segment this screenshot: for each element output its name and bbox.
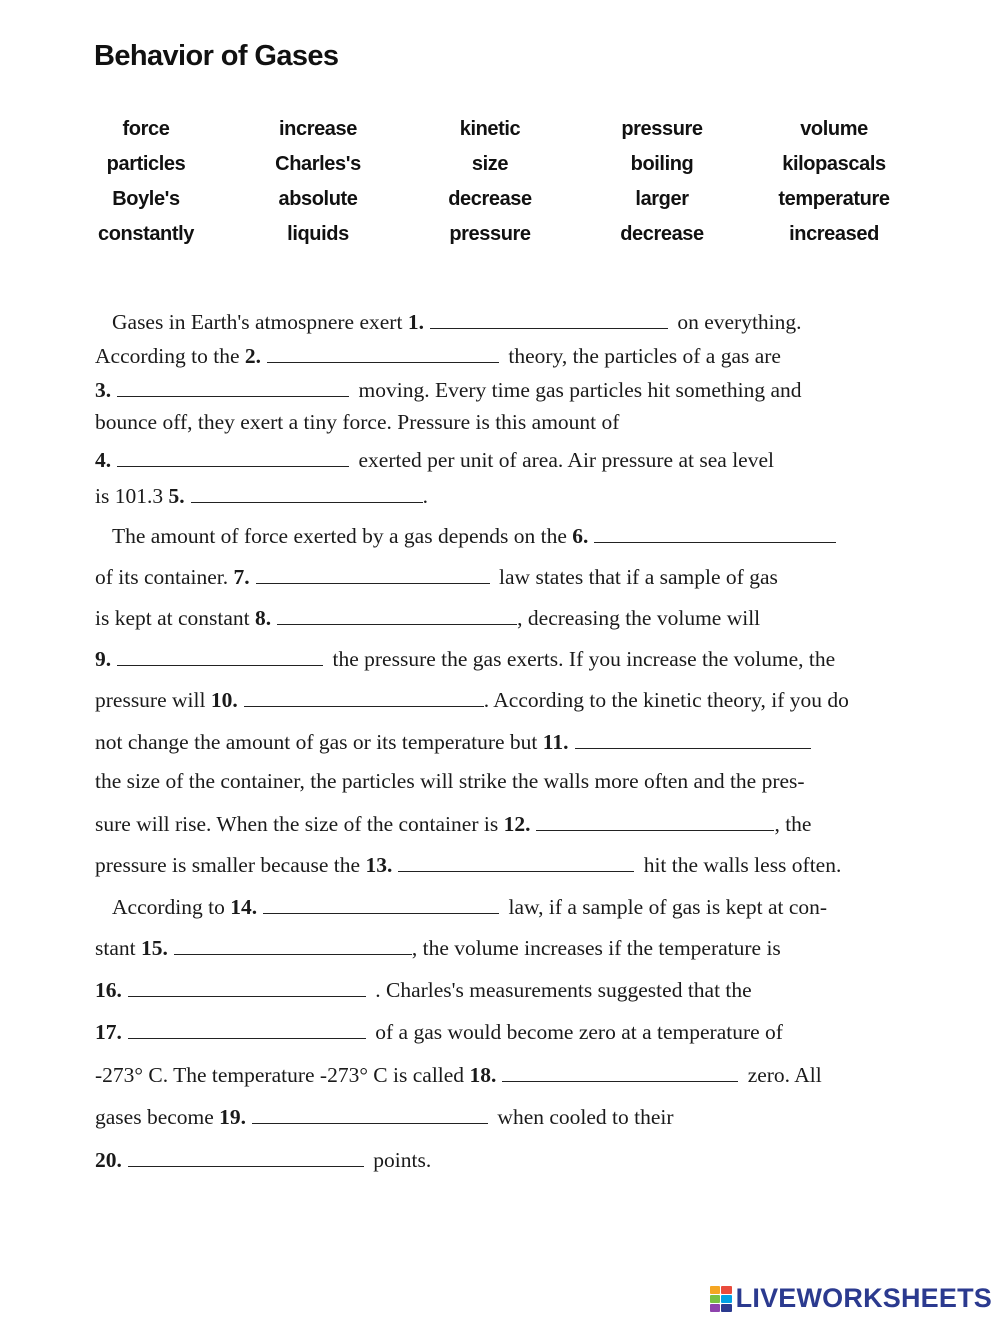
text: when cooled to their: [497, 1105, 674, 1129]
answer-blank-7[interactable]: [256, 563, 490, 584]
text: . Charles's measurements suggested that the: [375, 978, 752, 1002]
passage-line-22: [95, 1146, 431, 1173]
blank-number-2: 2.: [244, 344, 261, 368]
word-bank-item: boiling: [630, 153, 694, 175]
answer-blank-18[interactable]: [502, 1061, 738, 1082]
answer-blank-4[interactable]: [117, 446, 349, 467]
text: the pressure the gas exerts. If you increase the volume, the: [332, 647, 836, 671]
text: .: [422, 484, 428, 508]
text: sure will rise. When the size of the container is: [95, 812, 499, 836]
passage-line-9: [95, 604, 760, 631]
blank-number-15: 15.: [140, 936, 168, 960]
text: the size of the container, the particles will strike the walls more often and the pres-: [95, 769, 805, 793]
word-bank-item: larger: [635, 188, 689, 210]
text: of a gas would become zero at a temperature of: [375, 1020, 783, 1044]
answer-blank-9[interactable]: [117, 645, 323, 666]
text: not change the amount of gas or its temperature but: [95, 730, 538, 754]
passage-line-14: [95, 810, 811, 837]
answer-blank-5[interactable]: [191, 482, 423, 503]
text: is kept at constant: [95, 606, 250, 630]
text: , decreasing the volume will: [517, 606, 761, 630]
text: stant: [95, 936, 136, 960]
text: According to: [112, 895, 225, 919]
text: pressure will: [95, 688, 206, 712]
word-bank-item: constantly: [97, 223, 195, 245]
passage-line-4: [95, 410, 619, 435]
word-bank-item: particles: [106, 153, 186, 175]
text: of its container.: [95, 565, 229, 589]
text: hit the walls less often.: [643, 853, 842, 877]
passage-line-20: [95, 1061, 822, 1088]
passage-line-1: [112, 308, 802, 335]
word-bank-item: pressure: [621, 118, 703, 140]
blank-number-16: 16.: [95, 978, 122, 1002]
text: -273° C. The temperature -273° C is called: [95, 1063, 465, 1087]
answer-blank-15[interactable]: [174, 934, 412, 955]
word-bank-item: increase: [279, 118, 357, 140]
answer-blank-12[interactable]: [536, 810, 774, 831]
passage-line-6: [95, 482, 428, 509]
word-bank-item: volume: [800, 118, 868, 140]
answer-blank-2[interactable]: [267, 342, 499, 363]
passage-line-13: [95, 769, 805, 794]
word-bank-item: size: [471, 153, 509, 175]
blank-number-17: 17.: [95, 1020, 122, 1044]
passage-line-21: [95, 1103, 674, 1130]
blank-number-18: 18.: [469, 1063, 497, 1087]
passage-line-12: [95, 728, 815, 755]
text: moving. Every time gas particles hit something and: [358, 378, 802, 402]
answer-blank-14[interactable]: [263, 893, 499, 914]
passage-line-8: [95, 563, 778, 590]
word-bank-item: liquids: [287, 223, 349, 245]
passage-line-19: [95, 1018, 783, 1045]
word-bank-item: decrease: [448, 188, 532, 210]
passage-line-18: [95, 976, 752, 1003]
answer-blank-19[interactable]: [252, 1103, 488, 1124]
text: law, if a sample of gas is kept at con-: [508, 895, 828, 919]
text: . According to the kinetic theory, if you do: [483, 688, 849, 712]
text: theory, the particles of a gas are: [508, 344, 781, 368]
worksheet-title: Behavior of Gases: [94, 40, 339, 72]
text: The amount of force exerted by a gas depends on the: [112, 524, 567, 548]
answer-blank-20[interactable]: [128, 1146, 364, 1167]
passage-line-2: [95, 342, 781, 369]
passage-line-11: [95, 686, 849, 713]
text: Gases in Earth's atmospnere exert: [112, 310, 403, 334]
text: According to the: [95, 344, 240, 368]
text: pressure is smaller because the: [95, 853, 361, 877]
blank-number-10: 10.: [210, 688, 238, 712]
blank-number-11: 11.: [542, 730, 569, 754]
blank-number-14: 14.: [230, 895, 258, 919]
answer-blank-1[interactable]: [430, 308, 668, 329]
blank-number-8: 8.: [255, 606, 272, 630]
text: , the volume increases if the temperature is: [411, 936, 781, 960]
passage-line-15: [95, 851, 841, 878]
liveworksheets-icon: [710, 1286, 732, 1312]
answer-blank-13[interactable]: [398, 851, 634, 872]
answer-blank-3[interactable]: [117, 376, 349, 397]
text: is 101.3: [95, 484, 164, 508]
liveworksheets-brand: LIVEWORKSHEETS: [735, 1283, 992, 1313]
blank-number-7: 7.: [233, 565, 250, 589]
word-bank-item: Charles's: [275, 153, 361, 175]
word-bank-item: temperature: [778, 188, 890, 210]
blank-number-3: 3.: [95, 378, 112, 402]
answer-blank-8[interactable]: [277, 604, 517, 625]
blank-number-13: 13.: [365, 853, 393, 877]
text: exerted per unit of area. Air pressure at sea level: [358, 448, 774, 472]
word-bank-item: kinetic: [459, 118, 521, 140]
text: on everything.: [677, 310, 802, 334]
answer-blank-10[interactable]: [244, 686, 484, 707]
word-bank-item: decrease: [620, 223, 704, 245]
blank-number-6: 6.: [572, 524, 589, 548]
word-bank-item: absolute: [278, 188, 358, 210]
text: points.: [373, 1148, 432, 1172]
word-bank-item: kilopascals: [782, 153, 886, 175]
blank-number-5: 5.: [168, 484, 185, 508]
blank-number-4: 4.: [95, 448, 112, 472]
text: , the: [774, 812, 812, 836]
word-bank: [60, 112, 920, 252]
word-bank-item: force: [122, 118, 170, 140]
passage-line-17: [95, 934, 781, 961]
blank-number-9: 9.: [95, 647, 112, 671]
text: bounce off, they exert a tiny force. Pressure is this amount of: [95, 410, 620, 434]
blank-number-1: 1.: [407, 310, 424, 334]
passage-line-10: [95, 645, 835, 672]
word-bank-item: pressure: [449, 223, 531, 245]
passage-line-7: [112, 522, 840, 549]
text: law states that if a sample of gas: [499, 565, 778, 589]
blank-number-19: 19.: [219, 1105, 247, 1129]
liveworksheets-logo[interactable]: [710, 1283, 992, 1314]
word-bank-item: increased: [789, 223, 879, 245]
passage-line-16: [112, 893, 827, 920]
blank-number-20: 20.: [95, 1148, 122, 1172]
blank-number-12: 12.: [503, 812, 531, 836]
passage-line-3: [95, 376, 802, 403]
answer-blank-17[interactable]: [128, 1018, 366, 1039]
answer-blank-6[interactable]: [594, 522, 836, 543]
text: zero. All: [747, 1063, 822, 1087]
word-bank-item: Boyle's: [112, 188, 180, 210]
passage-line-5: [95, 446, 774, 473]
text: gases become: [95, 1105, 214, 1129]
answer-blank-16[interactable]: [128, 976, 366, 997]
answer-blank-11[interactable]: [575, 728, 811, 749]
